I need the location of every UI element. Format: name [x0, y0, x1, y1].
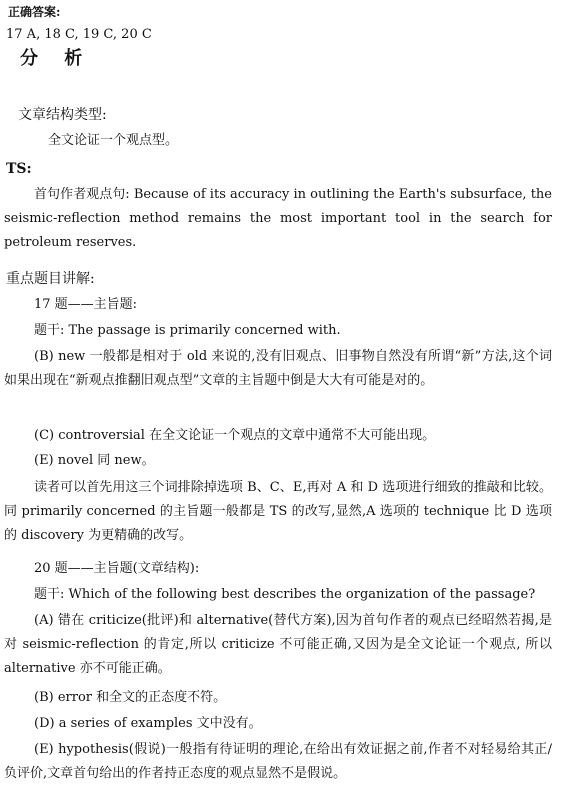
q17-option-e: (E) novel 同 new。 [34, 453, 155, 468]
structure-type-label: 文章结构类型: [18, 107, 107, 123]
answer-list: 17 A, 18 C, 19 C, 20 C [6, 27, 152, 42]
structure-type-value: 全文论证一个观点型。 [48, 133, 179, 148]
q20-title: 20 题——主旨题(文章结构): [34, 561, 200, 576]
q17-option-c: (C) controversial 在全文论证一个观点的文章中通常不大可能出现。 [34, 428, 436, 443]
q20-option-a: (A) 错在 criticize(批评)和 alternative(替代方案),因为首句作者的观点已经昭然若揭,是对 seismic-reflection 的肯定,所以 criticize 不可能正确,又因为是全文论证一个观点, 所以 alternative 亦不可能正确。 [4, 613, 552, 676]
q20-option-e: (E) hypothesis(假说)一般指有待证明的理论,在给出有效证据之前,作者不对轻易给其正/负评价,文章首句给出的作者持正态度的观点显然不是假说。 [4, 742, 552, 781]
q17-stem: 题干: The passage is primarily concerned with. [34, 323, 341, 338]
ts-paragraph: 首句作者观点句: Because of its accuracy in outlining the Earth's subsurface, the seismic-reflection method remains the most important tool in the search for petroleum reserves. [4, 187, 552, 250]
analysis-heading: 分 析 [20, 48, 93, 69]
key-questions-label: 重点题目讲解: [6, 271, 95, 287]
ts-label: TS: [6, 161, 32, 177]
q20-option-d: (D) a series of examples 文中没有。 [34, 716, 262, 731]
q20-stem: 题干: Which of the following best describes the organization of the passage? [34, 587, 536, 602]
q20-option-b: (B) error 和全文的正态度不符。 [34, 690, 227, 705]
q17-title: 17 题——主旨题: [34, 297, 138, 312]
q17-conclusion: 读者可以首先用这三个词排除掉选项 B、C、E,再对 A 和 D 选项进行细致的推敲和比较。同 primarily concerned 的主旨题一般都是 TS 的改写,显然,A 选项的 technique 比 D 选项的 discovery 为更精确的改写。 [4, 480, 552, 543]
answer-label: 正确答案: [8, 5, 61, 19]
q17-option-b: (B) new 一般都是相对于 old 来说的,没有旧观点、旧事物自然没有所谓“新”方法,这个词如果出现在“新观点推翻旧观点型”文章的主旨题中倒是大大有可能是对的。 [4, 349, 552, 388]
